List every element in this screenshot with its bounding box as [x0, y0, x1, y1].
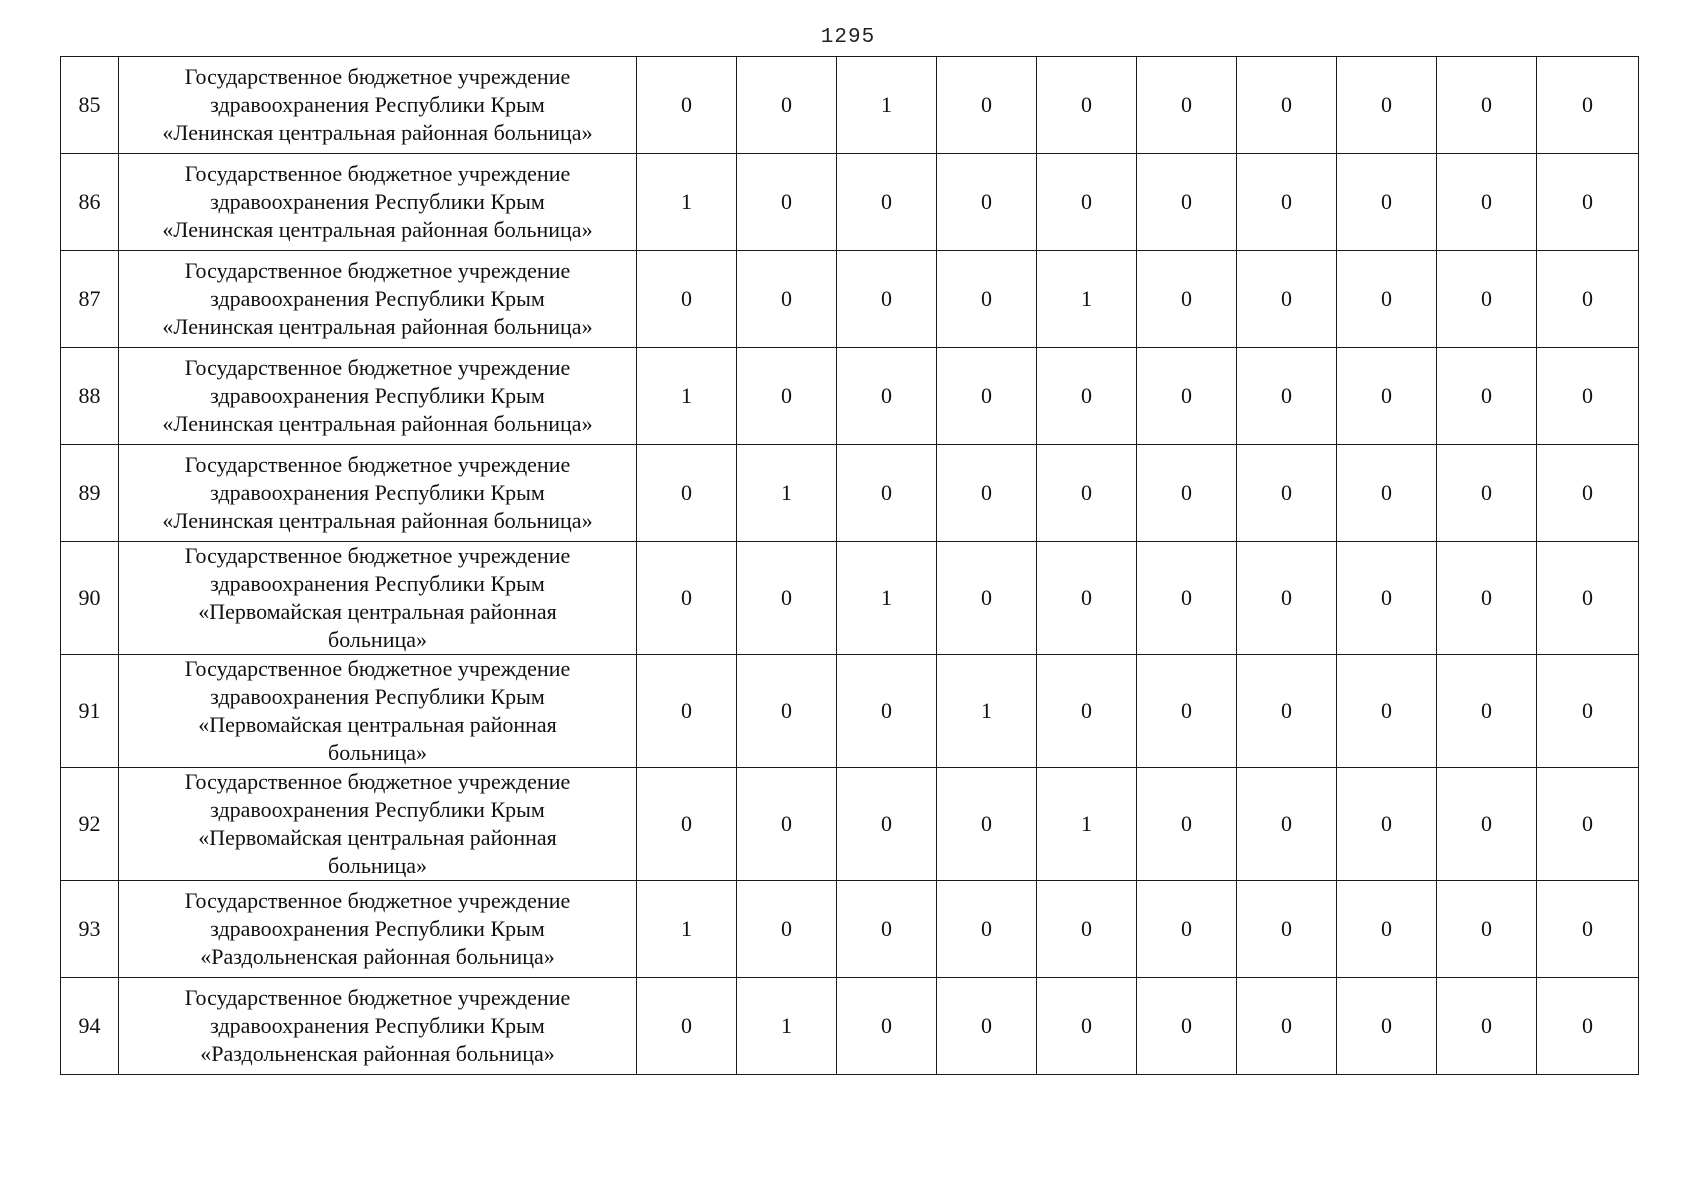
table-row: [61, 542, 1639, 655]
institution-name-line: Государственное бюджетное учреждение: [184, 161, 571, 186]
value-cell: 0: [1537, 154, 1639, 251]
institution-name-line: «Ленинская центральная районная больница»: [162, 411, 593, 436]
institution-name: [119, 978, 637, 1075]
value-cell: 0: [737, 881, 837, 978]
value-cell: 0: [1537, 57, 1639, 154]
row-number: 94: [61, 978, 119, 1075]
value-cell: 0: [637, 978, 737, 1075]
institution-name: [119, 348, 637, 445]
institution-name: [119, 881, 637, 978]
value-cell: 0: [1537, 251, 1639, 348]
institution-name: [119, 57, 637, 154]
value-cell: 0: [1437, 881, 1537, 978]
value-cell: 0: [1237, 154, 1337, 251]
value-cell: 0: [1137, 655, 1237, 768]
institution-name: [119, 655, 637, 768]
value-cell: 0: [1537, 655, 1639, 768]
value-cell: 0: [1237, 57, 1337, 154]
institution-name-line: больница»: [328, 853, 427, 878]
row-number: 93: [61, 881, 119, 978]
institution-name-line: больница»: [328, 627, 427, 652]
table-row: [61, 978, 1639, 1075]
value-cell: 0: [1237, 542, 1337, 655]
value-cell: 1: [737, 978, 837, 1075]
value-cell: 0: [1337, 768, 1437, 881]
institution-name-line: Государственное бюджетное учреждение: [184, 355, 571, 380]
value-cell: 0: [1337, 655, 1437, 768]
value-cell: 0: [637, 251, 737, 348]
institution-name-line: «Первомайская центральная районная: [198, 599, 557, 624]
value-cell: 0: [1437, 978, 1537, 1075]
institution-name-line: Государственное бюджетное учреждение: [184, 452, 571, 477]
value-cell: 0: [1037, 154, 1137, 251]
institution-name-line: «Раздольненская районная больница»: [200, 1041, 555, 1066]
row-number: 88: [61, 348, 119, 445]
value-cell: 0: [1337, 154, 1437, 251]
institution-name: [119, 542, 637, 655]
institution-name-line: «Ленинская центральная районная больница»: [162, 217, 593, 242]
value-cell: 0: [1137, 348, 1237, 445]
value-cell: 0: [1537, 348, 1639, 445]
value-cell: 0: [1037, 655, 1137, 768]
value-cell: 0: [1037, 978, 1137, 1075]
value-cell: 0: [837, 251, 937, 348]
row-number: 91: [61, 655, 119, 768]
table-row: [61, 445, 1639, 542]
institution-name-line: Государственное бюджетное учреждение: [184, 769, 571, 794]
institution-name-line: Государственное бюджетное учреждение: [184, 656, 571, 681]
value-cell: 0: [1137, 154, 1237, 251]
value-cell: 0: [637, 542, 737, 655]
value-cell: 0: [1437, 655, 1537, 768]
value-cell: 0: [1437, 57, 1537, 154]
value-cell: 1: [937, 655, 1037, 768]
institution-name-line: «Ленинская центральная районная больница»: [162, 120, 593, 145]
institution-name-line: Государственное бюджетное учреждение: [184, 543, 571, 568]
value-cell: 0: [837, 154, 937, 251]
value-cell: 0: [737, 655, 837, 768]
value-cell: 0: [1237, 251, 1337, 348]
value-cell: 0: [637, 655, 737, 768]
value-cell: 0: [737, 542, 837, 655]
value-cell: 0: [1337, 542, 1437, 655]
institution-name-line: больница»: [328, 740, 427, 765]
value-cell: 0: [1137, 978, 1237, 1075]
value-cell: 0: [1137, 542, 1237, 655]
value-cell: 0: [1437, 768, 1537, 881]
value-cell: 0: [1237, 655, 1337, 768]
value-cell: 0: [1037, 348, 1137, 445]
value-cell: 0: [937, 978, 1037, 1075]
value-cell: 0: [937, 154, 1037, 251]
row-number: 89: [61, 445, 119, 542]
institution-name-line: здравоохранения Республики Крым: [210, 571, 545, 596]
page-number: 1295: [820, 26, 876, 49]
institution-name: [119, 445, 637, 542]
value-cell: 0: [737, 251, 837, 348]
value-cell: 1: [1037, 251, 1137, 348]
value-cell: 0: [1237, 348, 1337, 445]
value-cell: 0: [1137, 57, 1237, 154]
value-cell: 0: [1437, 251, 1537, 348]
value-cell: 0: [637, 768, 737, 881]
value-cell: 0: [1537, 445, 1639, 542]
table-row: [61, 655, 1639, 768]
value-cell: 1: [637, 348, 737, 445]
value-cell: 0: [1037, 542, 1137, 655]
table-row: [61, 768, 1639, 881]
value-cell: 0: [1337, 348, 1437, 445]
institution-name-line: Государственное бюджетное учреждение: [184, 64, 571, 89]
institution-name-line: здравоохранения Республики Крым: [210, 383, 545, 408]
value-cell: 0: [1237, 445, 1337, 542]
institution-name-line: здравоохранения Республики Крым: [210, 286, 545, 311]
value-cell: 0: [1337, 978, 1437, 1075]
value-cell: 0: [1337, 881, 1437, 978]
value-cell: 1: [837, 542, 937, 655]
value-cell: 0: [937, 57, 1037, 154]
table-row: [61, 251, 1639, 348]
institution-name: [119, 154, 637, 251]
value-cell: 0: [837, 881, 937, 978]
value-cell: 0: [1137, 881, 1237, 978]
value-cell: 0: [637, 57, 737, 154]
row-number: 86: [61, 154, 119, 251]
value-cell: 1: [637, 154, 737, 251]
value-cell: 0: [1237, 881, 1337, 978]
value-cell: 0: [737, 768, 837, 881]
table-body: [61, 57, 1639, 1075]
value-cell: 0: [1337, 251, 1437, 348]
value-cell: 1: [737, 445, 837, 542]
value-cell: 0: [837, 445, 937, 542]
institution-name-line: здравоохранения Республики Крым: [210, 797, 545, 822]
value-cell: 0: [837, 768, 937, 881]
row-number: 92: [61, 768, 119, 881]
value-cell: 0: [1437, 154, 1537, 251]
value-cell: 1: [837, 57, 937, 154]
value-cell: 0: [937, 542, 1037, 655]
institution-name-line: «Первомайская центральная районная: [198, 712, 557, 737]
table-row: [61, 57, 1639, 154]
institution-name-line: здравоохранения Республики Крым: [210, 189, 545, 214]
value-cell: 0: [937, 881, 1037, 978]
value-cell: 0: [1337, 57, 1437, 154]
value-cell: 0: [1537, 881, 1639, 978]
value-cell: 0: [1037, 57, 1137, 154]
row-number: 87: [61, 251, 119, 348]
value-cell: 0: [1237, 978, 1337, 1075]
institution-name-line: «Ленинская центральная районная больница»: [162, 508, 593, 533]
value-cell: 0: [1137, 768, 1237, 881]
institution-name-line: «Первомайская центральная районная: [198, 825, 557, 850]
data-table: [60, 56, 1639, 1075]
institution-name-line: здравоохранения Республики Крым: [210, 1013, 545, 1038]
row-number: 90: [61, 542, 119, 655]
institution-name-line: здравоохранения Республики Крым: [210, 684, 545, 709]
value-cell: 0: [1237, 768, 1337, 881]
institution-name-line: Государственное бюджетное учреждение: [184, 985, 571, 1010]
value-cell: 0: [837, 978, 937, 1075]
value-cell: 0: [737, 57, 837, 154]
value-cell: 0: [1137, 251, 1237, 348]
institution-name-line: «Раздольненская районная больница»: [200, 944, 555, 969]
value-cell: 0: [637, 445, 737, 542]
row-number: 85: [61, 57, 119, 154]
value-cell: 0: [1037, 445, 1137, 542]
institution-name: [119, 251, 637, 348]
value-cell: 0: [837, 348, 937, 445]
table-row: [61, 348, 1639, 445]
value-cell: 0: [937, 251, 1037, 348]
value-cell: 0: [737, 154, 837, 251]
value-cell: 0: [1337, 445, 1437, 542]
value-cell: 0: [937, 348, 1037, 445]
value-cell: 0: [1137, 445, 1237, 542]
value-cell: 0: [937, 445, 1037, 542]
institution-name-line: Государственное бюджетное учреждение: [184, 258, 571, 283]
value-cell: 0: [1437, 542, 1537, 655]
value-cell: 1: [637, 881, 737, 978]
value-cell: 0: [1537, 978, 1639, 1075]
value-cell: 0: [737, 348, 837, 445]
value-cell: 0: [1437, 445, 1537, 542]
institution-name: [119, 768, 637, 881]
institution-name-line: здравоохранения Республики Крым: [210, 916, 545, 941]
table-row: [61, 154, 1639, 251]
value-cell: 0: [1437, 348, 1537, 445]
institution-name-line: Государственное бюджетное учреждение: [184, 888, 571, 913]
value-cell: 0: [1037, 881, 1137, 978]
value-cell: 0: [837, 655, 937, 768]
institution-name-line: здравоохранения Республики Крым: [210, 92, 545, 117]
institution-name-line: здравоохранения Республики Крым: [210, 480, 545, 505]
value-cell: 1: [1037, 768, 1137, 881]
value-cell: 0: [1537, 768, 1639, 881]
institution-name-line: «Ленинская центральная районная больница»: [162, 314, 593, 339]
table-row: [61, 881, 1639, 978]
value-cell: 0: [1537, 542, 1639, 655]
value-cell: 0: [937, 768, 1037, 881]
